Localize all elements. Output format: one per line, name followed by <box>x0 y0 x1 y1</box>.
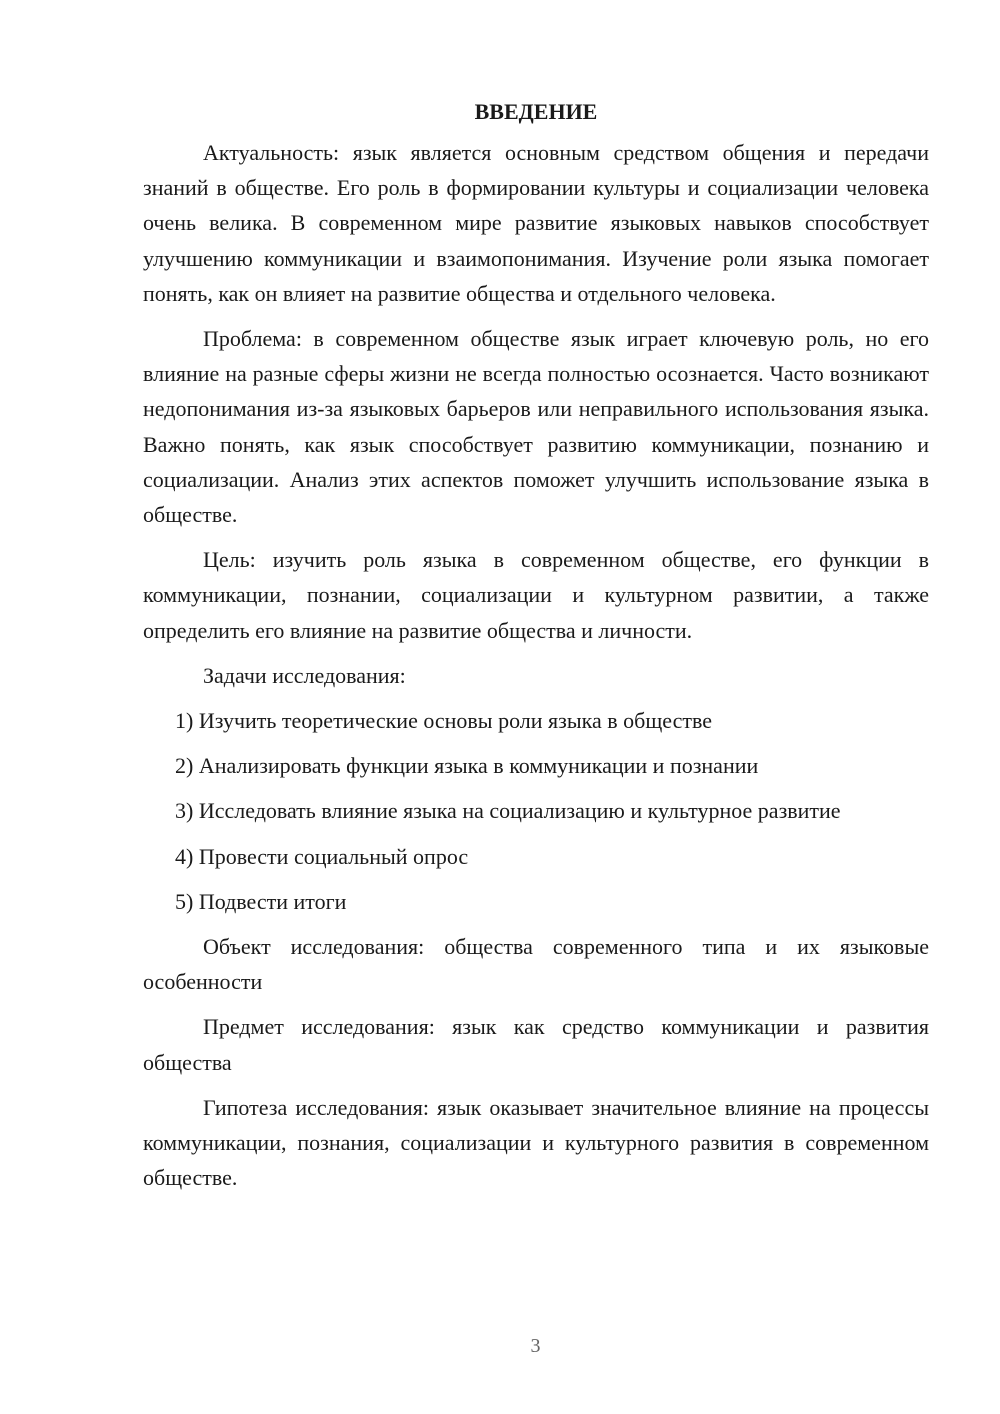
page-number: 3 <box>530 1335 541 1357</box>
paragraph-relevance: Актуальность: язык является основным средством общения и передачи знаний в обществе. Его роль в формировании культуры и социализации человека очень велика. В современном мире развитие языковых навыков способствует улучшению коммуникации и взаимопонимания. Изучение роли языка помогает понять, как он влияет на развитие общества и отдельного человека. <box>143 140 929 306</box>
task-item-5: 5) Подвести итоги <box>175 888 347 914</box>
task-item-1: 1) Изучить теоретические основы роли языка в обществе <box>175 708 712 734</box>
paragraph-goal: Цель: изучить роль языка в современном обществе, его функции в коммуникации, познании, социализации и культурном развитии, а также определить его влияние на развитие общества и личности. <box>143 547 929 643</box>
page-title: ВВЕДЕНИЕ <box>474 99 598 124</box>
task-item-2: 2) Анализировать функции языка в коммуникации и познании <box>175 753 759 779</box>
task-item-4: 4) Провести социальный опрос <box>175 843 469 869</box>
paragraph-object: Объект исследования: общества современного типа и их языковые особенности <box>143 934 929 995</box>
task-item-3: 3) Исследовать влияние языка на социализацию и культурное развитие <box>175 798 841 824</box>
paragraph-hypothesis: Гипотеза исследования: язык оказывает значительное влияние на процессы коммуникации, познания, социализации и культурного развития в современном обществе. <box>143 1094 929 1191</box>
paragraph-subject: Предмет исследования: язык как средство коммуникации и развития общества <box>143 1014 929 1075</box>
page-content <box>143 94 929 1205</box>
paragraph-problem: Проблема: в современном обществе язык играет ключевую роль, но его влияние на разные сферы жизни не всегда полностью осознается. Часто возникают недопонимания из-за языковых барьеров или неправильного использования языка. Важно понять, как язык способствует развитию коммуникации, познанию и социализации. Анализ этих аспектов поможет улучшить использование языка в обществе. <box>143 326 929 528</box>
tasks-heading: Задачи исследования: <box>203 662 406 688</box>
